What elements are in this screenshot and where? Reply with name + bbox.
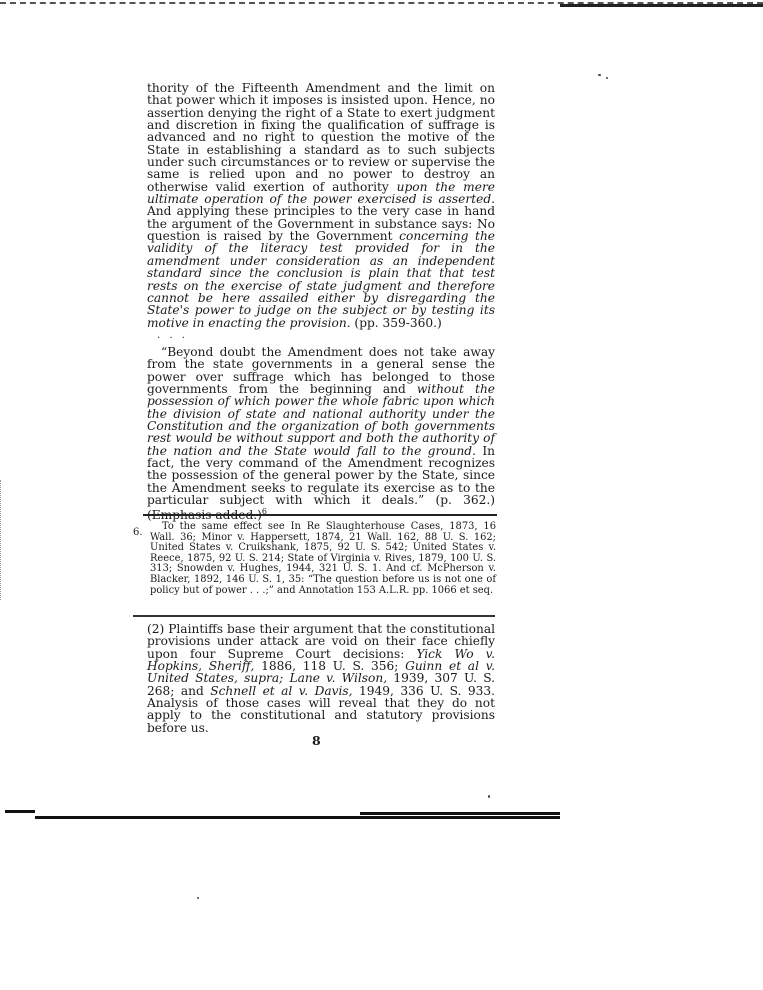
scan-speck <box>598 74 601 76</box>
emphasized-text: concerning the validity of the literacy test provided for in the amendment under consideration as an independent standard since the conclusion is plain that that test rests on the exercise of state judgment and therefore cannot be here assailed either by disregarding the State's power to judge on the subject or by testing its motive in enacting the provision. <box>147 229 496 330</box>
paragraph-2-text <box>147 346 495 522</box>
paragraph-3-text <box>147 623 495 734</box>
scan-speck <box>488 795 490 798</box>
text-run: 1949, 336 U. S. 933. Analysis of those cases will reveal that they do not apply to the constitutional and statutory provisions before us. <box>147 683 495 735</box>
top-solid-line <box>560 4 763 7</box>
paragraph-2 <box>147 346 495 522</box>
text-run: In fact, the very command of the Amendment recognizes the possession of the general power by the State, since the Amendment seeks to regulate its exercise as to the particular subject with which it deals.” (p. 362.) (Emphasis added.) <box>147 443 495 523</box>
footnote <box>150 522 496 596</box>
emphasized-text: Yick Wo v. Hopkins, Sheriff, <box>147 646 495 674</box>
paragraph-3 <box>147 623 495 734</box>
text-run: 1886, 118 U. S. 356; <box>254 659 406 674</box>
bottom-rule-segment <box>5 810 35 813</box>
text-run: thority of the Fifteenth Amendment and the limit on that power which it imposes is insisted upon. Hence, no assertion denying the right of a State to exert judgment and discretion in fixing the qualification of suffrage is advanced and no right to question the motive of the State in establishing a standard as to such subjects under such circumstances or to review or supervise the same is relied upon and no power to destroy an otherwise valid exertion of authority <box>147 81 495 194</box>
text-run: And applying these principles to the very case in hand the argument of the Government in substance says: No question is raised by the Government <box>147 204 495 244</box>
footnote-marker: 6. <box>133 527 143 538</box>
footnote-text: To the same effect see In Re Slaughterhouse Cases, 1873, 16 Wall. 36; Minor v. Happersett, 1874, 21 Wall. 162, 88 U. S. 162; United States v. Cruikshank, 1875, 92 U. S. 542; United States v. Reece, 1875, 92 U. S. 214; State of Virginia v. Rives, 1879, 100 U. S. 313; Snowden v. Hughes, 1944, 321 U. S. 1. And cf. McPherson v. Blacker, 1892, 146 U. S. 1, 35: “The question before us is not one of policy but of power . . .;” and Annotation 153 A.L.R. pp. 1066 et seq. <box>150 521 496 596</box>
scan-speck <box>197 897 199 899</box>
page-number: 8 <box>312 733 321 748</box>
section-separator <box>133 615 495 617</box>
text-run: 1939, 307 U. S. 268; and <box>147 671 496 698</box>
emphasized-text: upon the mere ultimate operation of the power exercised is asserted. <box>147 179 495 207</box>
scan-speck <box>606 77 608 79</box>
text-run: (2) Plaintiffs base their argument that the constitutional provisions under attack are void on their face chiefly upon four Supreme Court decisions: <box>147 622 495 661</box>
bottom-rule-segment <box>360 812 560 815</box>
text-run: (pp. 359-360.) <box>350 315 442 330</box>
bottom-rule-segment <box>35 816 560 819</box>
top-border-rule <box>0 2 763 8</box>
paragraph-1 <box>147 82 495 329</box>
bottom-border-rule <box>0 808 763 822</box>
footnote-separator <box>143 514 497 516</box>
emphasized-text: Guinn et al v. United States, supra; Lane v. Wilson, <box>147 659 496 686</box>
emphasized-text: without the possession of which power the whole fabric upon which the division of state and national authority under the Constitution and the organization of both governments rest would be without support and both the authority of the nation and the State would fall to the ground. <box>147 382 495 458</box>
text-run: “Beyond doubt the Amendment does not take away from the state governments in a general sense the power over suffrage which has belonged to those governments from the beginning and <box>147 345 495 397</box>
emphasized-text: Schnell et al v. Davis, <box>210 683 353 698</box>
scan-edge-marks <box>0 480 5 600</box>
paragraph-1-text <box>147 82 495 329</box>
ellipsis: . . . <box>157 330 188 341</box>
footnote-reference: 6 <box>261 507 268 517</box>
